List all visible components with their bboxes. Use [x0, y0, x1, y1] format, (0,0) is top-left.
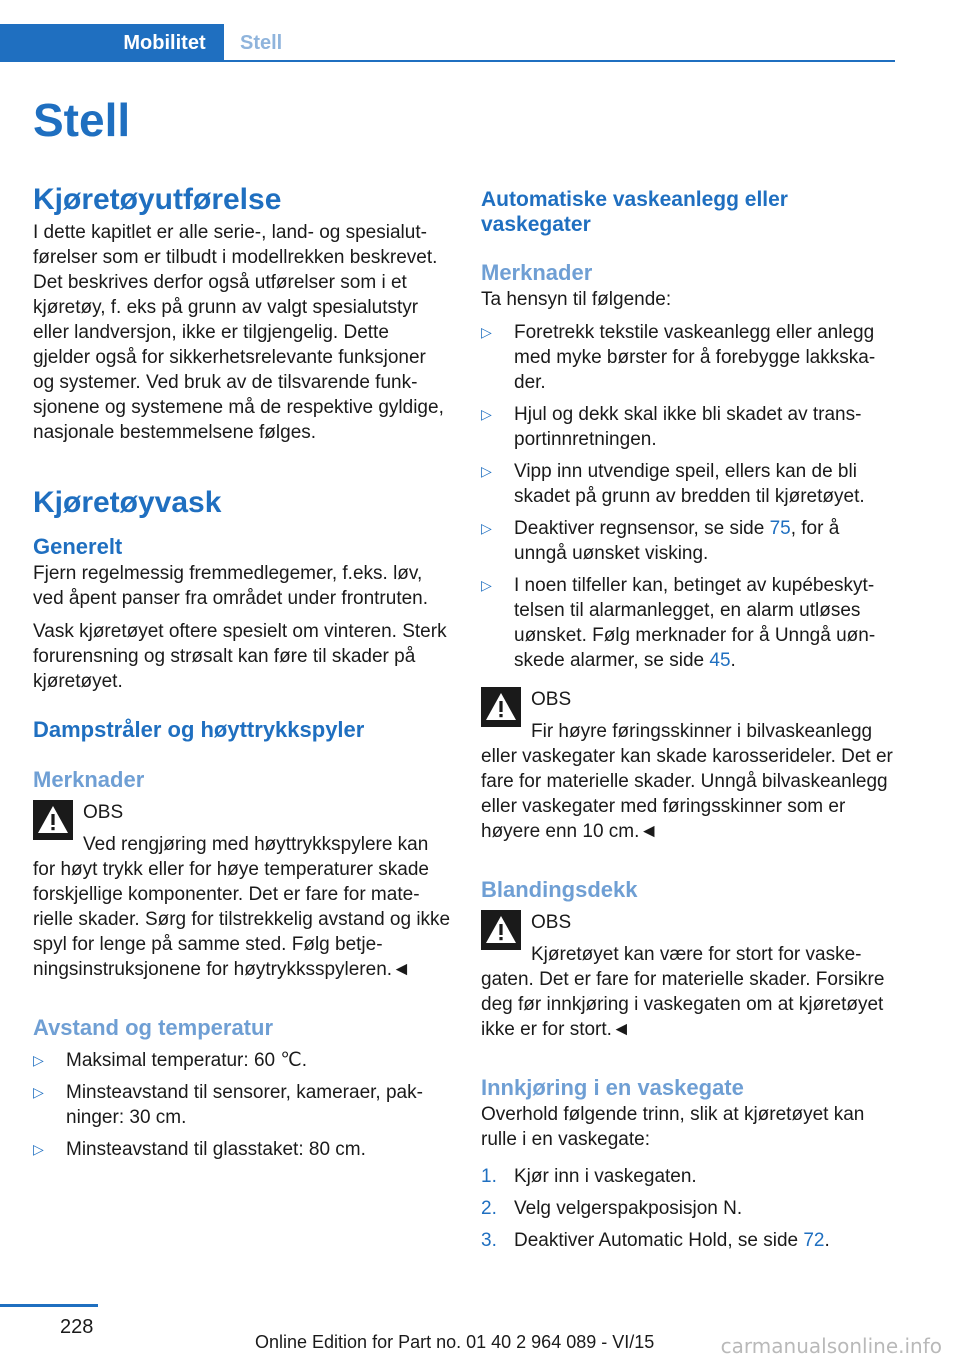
- section-title-kjoretoyutforelse: Kjøretøyutførelse: [33, 183, 282, 216]
- warning-text: Kjøretøyet kan være for stort for vaskegaten. Det er fare for materielle skader. Forsikre deg før innkjøring i vaskegaten om at kjøretøyet ikke er for stort.◄: [481, 944, 885, 1040]
- paragraph-generelt-1: Fjern regelmessig fremmedlegemer, f.eks. løv, ved åpent panser fra området under frontruten.: [33, 563, 429, 609]
- list-item: ▷ Minsteavstand til glasstaket: 80 cm.: [33, 1139, 366, 1160]
- paragraph-utforelse: I dette kapitlet er alle serie-, land- og spesialutførelser som er tilbudt i modellrekken beskrevet. Det beskrives derfor også utførelser som i et kjøretøy, f. eks på grunn av valgt spesialutstyr eller landversjon, ikke er tilgjengelig. Dette gjelder også for sikkerhetsrelevante funksjoner og systemer. Ved bruk av de tilsvarende funksjonene og systemene må de respektive gyldige, nasjonale bestemmelsene følges.: [33, 222, 444, 443]
- bullet-triangle-icon: ▷: [481, 406, 492, 422]
- subtitle-merknader-left: Merknader: [33, 767, 145, 792]
- list-item: 2. Velg velgerspakposisjon N.: [481, 1198, 743, 1219]
- warning-heading: OBS: [531, 689, 572, 710]
- warning-triangle-icon: [481, 910, 521, 950]
- list-item: ▷ Vipp inn utvendige speil, ellers kan de bli skadet på grunn av bredden til kjøretøyet.: [481, 461, 865, 507]
- bullet-triangle-icon: ▷: [481, 520, 492, 536]
- subtitle-merknader-right: Merknader: [481, 260, 593, 285]
- page-title: Stell: [33, 94, 131, 146]
- left-column: [33, 180, 451, 1169]
- subtitle-avstand: Avstand og temperatur: [33, 1015, 274, 1040]
- tab-mobilitet[interactable]: Mobilitet: [105, 24, 224, 62]
- subtitle-innkjoring: Innkjøring i en vaskegate: [481, 1075, 744, 1100]
- footer-edition: Online Edition for Part no. 01 40 2 964 089 - VI/15: [255, 1332, 655, 1352]
- page-link-45[interactable]: 45: [709, 650, 731, 671]
- warning-block-right-1: [481, 687, 897, 844]
- warning-heading: OBS: [83, 802, 124, 823]
- list-steps: [481, 1164, 897, 1253]
- paragraph-intro: Ta hensyn til følgende:: [481, 289, 672, 310]
- list-avstand: [33, 1048, 451, 1162]
- subtitle-automatiske: Automatiske vaskeanlegg eller vaskegater: [481, 188, 788, 236]
- page-link-75[interactable]: 75: [769, 518, 791, 539]
- list-merknader: [481, 320, 897, 673]
- bullet-triangle-icon: ▷: [481, 577, 492, 593]
- subtitle-dampstraler: Dampstråler og høyttrykkspyler: [33, 717, 365, 742]
- footer-accent-line: [0, 1304, 98, 1307]
- bullet-triangle-icon: ▷: [33, 1141, 44, 1157]
- list-item: 1. Kjør inn i vaskegaten.: [481, 1166, 697, 1187]
- list-item: 3. Deaktiver Automatic Hold, se side 72.: [481, 1230, 830, 1251]
- list-item: ▷ Foretrekk tekstile vaskeanlegg eller anlegg med myke børster for å forebygge lakkskader.: [481, 322, 876, 393]
- warning-text: Fir høyre føringsskinner i bilvaskeanlegg eller vaskegater kan skade karosserideler. Det er fare for materielle skader. Unngå bilvaskeanlegg eller vaskegater med føringsskinner som er høyere enn 10 cm.◄: [481, 721, 893, 842]
- list-item: ▷ I noen tilfeller kan, betinget av kupébeskyttelsen til alarmanlegget, en alarm utløses uønsket. Følg merknader for å Unngå uønskede alarmer, se side 45.: [481, 575, 876, 671]
- tab-accent-block: [0, 24, 105, 62]
- page-number: 228: [60, 1316, 94, 1338]
- warning-text: Ved rengjøring med høyttrykkspylere kan for høyt trykk eller for høye temperaturer skade forskjellige komponenter. Det er fare for materielle skader. Sørg for tilstrekkelig avstand og ikke spyl for lenge på samme sted. Følg betjeningsinstruksjonene for høytrykksspyleren.◄: [33, 834, 451, 980]
- warning-heading: OBS: [531, 912, 572, 933]
- warning-triangle-icon: [33, 800, 73, 840]
- paragraph-innkjoring: Overhold følgende trinn, slik at kjøretøyet kan rulle i en vaskegate:: [481, 1104, 865, 1150]
- page-link-72[interactable]: 72: [803, 1230, 825, 1251]
- subtitle-blandingsdekk: Blandingsdekk: [481, 877, 638, 902]
- warning-block-right-2: [481, 910, 897, 1042]
- list-item: ▷ Hjul og dekk skal ikke bli skadet av transportinnretningen.: [481, 404, 862, 450]
- list-item: ▷ Minsteavstand til sensorer, kameraer, pakninger: 30 cm.: [33, 1082, 423, 1128]
- subtitle-generelt: Generelt: [33, 534, 123, 559]
- section-title-kjoretoyvask: Kjøretøyvask: [33, 486, 222, 519]
- paragraph-generelt-2: Vask kjøretøyet oftere spesielt om vinteren. Sterk forurensning og strøsalt kan føre til skader på kjøretøyet.: [33, 621, 447, 692]
- warning-block-left: [33, 800, 451, 982]
- tab-stell[interactable]: Stell: [240, 32, 283, 54]
- header-tabbar: [0, 24, 895, 62]
- list-item: ▷ Maksimal temperatur: 60 ℃.: [33, 1050, 307, 1071]
- right-column: [481, 180, 897, 1260]
- list-item: ▷ Deaktiver regnsensor, se side 75, for å unngå uønsket visking.: [481, 518, 840, 564]
- warning-triangle-icon: [481, 687, 521, 727]
- bullet-triangle-icon: ▷: [33, 1052, 44, 1068]
- bullet-triangle-icon: ▷: [33, 1084, 44, 1100]
- bullet-triangle-icon: ▷: [481, 324, 492, 340]
- bullet-triangle-icon: ▷: [481, 463, 492, 479]
- watermark: carmanualsonline.info: [720, 1334, 942, 1358]
